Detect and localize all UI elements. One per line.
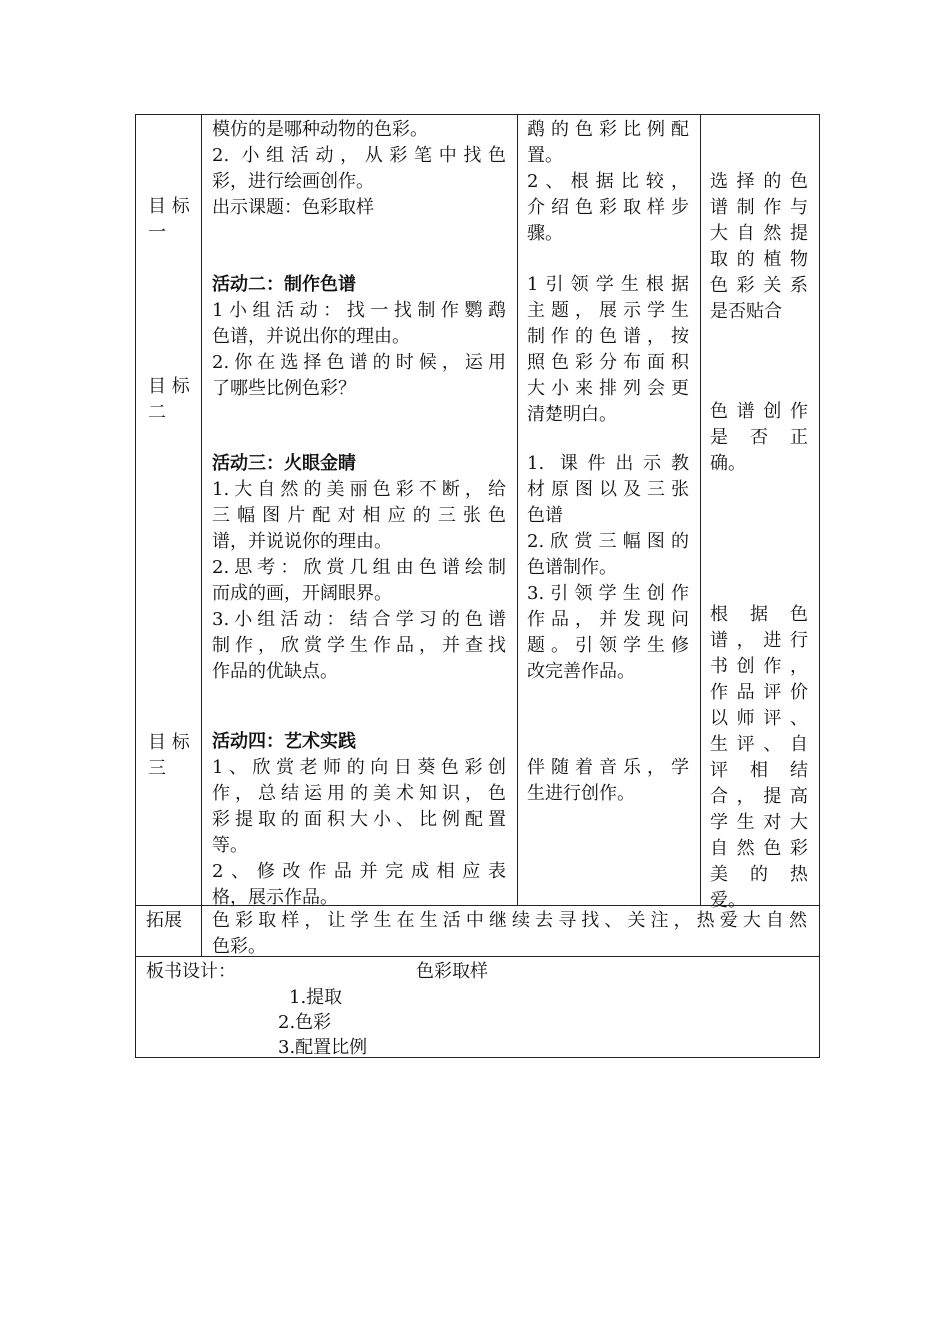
- evaluation-line: 自然色彩: [710, 838, 808, 859]
- evaluation-line: 色谱创作: [710, 401, 808, 422]
- evaluation-block-a: [710, 169, 808, 325]
- extend-label-cell: [136, 906, 202, 957]
- evaluation-line: 色彩关系: [710, 275, 808, 296]
- activity-line: 1、欣赏老师的向日葵色彩创: [212, 757, 506, 778]
- guidance-line: 题。引领学生修: [527, 635, 689, 656]
- activity-3: [212, 451, 506, 685]
- lesson-plan-table: [135, 114, 820, 1058]
- evaluation-line: 学生对大: [710, 812, 808, 833]
- guidance-line: 2、根据比较，: [527, 171, 689, 192]
- guidance-line: 生进行创作。: [527, 783, 635, 804]
- evaluation-line: 以师评、: [710, 708, 808, 729]
- board-item-3: 3.配置比例: [278, 1037, 368, 1058]
- guidance-line: 置。: [527, 145, 563, 166]
- activity-line: 作，总结运用的美术知识，色: [212, 783, 506, 804]
- extend-content: [212, 908, 807, 960]
- activity-2: [212, 272, 506, 402]
- board-design-cell: [136, 957, 820, 1058]
- guidance-cell: [518, 115, 701, 906]
- activity-line: 彩提取的面积大小、比例配置: [212, 809, 506, 830]
- goal-2-line-1: 目 标: [148, 376, 190, 397]
- extend-line: 色彩。: [212, 936, 266, 957]
- evaluation-line: 美 的 热: [710, 864, 808, 885]
- evaluation-block-b: [710, 399, 808, 477]
- goals-cell: [136, 115, 202, 906]
- activity-line: 彩，进行绘画创作。: [212, 171, 374, 192]
- evaluation-line: 选择的色: [710, 171, 808, 192]
- guidance-line: 作品，并发现问: [527, 609, 689, 630]
- guidance-block-b: [527, 272, 689, 428]
- evaluation-line: 根 据 色: [710, 604, 808, 625]
- activity-line: 1.大自然的美丽色彩不断，给: [212, 479, 506, 500]
- activity-line: 格，展示作品。: [212, 887, 338, 908]
- activity-line: 2. 小组活动，从彩笔中找色: [212, 145, 506, 166]
- activity-line: 2.思考：欣赏几组由色谱绘制: [212, 557, 506, 578]
- activity-line: 2.你在选择色谱的时候，运用: [212, 352, 506, 373]
- guidance-line: 主题，展示学生: [527, 300, 689, 321]
- guidance-line: 色谱: [527, 505, 563, 526]
- guidance-line: 材原图以及三张: [527, 479, 689, 500]
- evaluation-line: 评 相 结: [710, 760, 808, 781]
- extend-line: 色彩取样，让学生在生活中继续去寻找、关注，热爱大自然: [212, 910, 807, 931]
- guidance-line: 清楚明白。: [527, 404, 617, 425]
- goal-2: [148, 374, 190, 426]
- evaluation-line: 书创作，: [710, 656, 808, 677]
- guidance-line: 改完善作品。: [527, 661, 635, 682]
- evaluation-line: 合，提高: [710, 786, 808, 807]
- board-item-2: 2.色彩: [278, 1012, 332, 1033]
- activity-line: 模仿的是哪种动物的色彩。: [212, 119, 428, 140]
- board-item-1: 1.提取: [289, 987, 343, 1008]
- guidance-line: 鹉的色彩比例配: [527, 119, 689, 140]
- guidance-line: 2.欣赏三幅图的: [527, 531, 689, 552]
- goal-1-line-2: 一: [148, 222, 166, 243]
- goal-3-line-1: 目 标: [148, 732, 190, 753]
- board-title: 色彩取样: [416, 961, 488, 982]
- activity-4-title: 活动四：艺术实践: [212, 731, 356, 752]
- guidance-line: 1引领学生根据: [527, 274, 689, 295]
- activity-line: 了哪些比例色彩？: [212, 378, 356, 399]
- goal-3: [148, 730, 190, 782]
- activity-line: 2、修改作品并完成相应表: [212, 861, 506, 882]
- guidance-line: 照色彩分布面积: [527, 352, 689, 373]
- activity-line: 三幅图片配对相应的三张色: [212, 505, 506, 526]
- activity-line: 作品的优缺点。: [212, 661, 338, 682]
- evaluation-line: 是 否 正: [710, 427, 808, 448]
- evaluation-line: 作品评价: [710, 682, 808, 703]
- goal-2-line-2: 二: [148, 402, 166, 423]
- guidance-line: 1. 课件出示教: [527, 453, 689, 474]
- evaluation-block-c: [710, 602, 808, 914]
- evaluation-line: 生评、自: [710, 734, 808, 755]
- evaluation-cell: [701, 115, 820, 911]
- evaluation-line: 大自然提: [710, 223, 808, 244]
- guidance-line: 色谱制作。: [527, 557, 617, 578]
- activity-line: 3.小组活动：结合学习的色谱: [212, 609, 506, 630]
- extend-label: 拓展: [146, 910, 182, 931]
- board-label: 板书设计：: [146, 961, 236, 982]
- board-row: [136, 957, 820, 1058]
- evaluation-line: 是否贴合: [710, 301, 782, 322]
- activity-2-title: 活动二：制作色谱: [212, 274, 356, 295]
- activity-line: 出示课题：色彩取样: [212, 197, 374, 218]
- evaluation-line: 谱制作与: [710, 197, 808, 218]
- goal-1: [148, 194, 190, 246]
- goal-1-line-1: 目 标: [148, 196, 190, 217]
- activity-line: 制作，欣赏学生作品，并查找: [212, 635, 506, 656]
- activity-4: [212, 729, 506, 911]
- guidance-block-d: [527, 755, 689, 807]
- evaluation-line: 取的植物: [710, 249, 808, 270]
- guidance-block-a: [527, 117, 689, 247]
- evaluation-line: 确。: [710, 453, 746, 474]
- evaluation-line: 爱。: [710, 890, 746, 911]
- activity-3-title: 活动三：火眼金睛: [212, 453, 356, 474]
- activity-line: 而成的画，开阔眼界。: [212, 583, 392, 604]
- guidance-line: 制作的色谱，按: [527, 326, 689, 347]
- guidance-line: 大小来排列会更: [527, 378, 689, 399]
- extend-row: [136, 906, 820, 957]
- activity-line: 色谱，并说出你的理由。: [212, 326, 410, 347]
- guidance-line: 介绍色彩取样步: [527, 197, 689, 218]
- guidance-line: 骤。: [527, 223, 563, 244]
- activities-cell: [202, 115, 518, 906]
- goal-3-line-2: 三: [148, 758, 166, 779]
- activities-block-a: [212, 117, 506, 221]
- evaluation-line: 谱，进行: [710, 630, 808, 651]
- extend-content-cell: [202, 906, 820, 957]
- activity-line: 谱，并说说你的理由。: [212, 531, 392, 552]
- activity-line: 1小组活动：找一找制作鹦鹉: [212, 300, 506, 321]
- activity-line: 等。: [212, 835, 248, 856]
- guidance-line: 3.引领学生创作: [527, 583, 689, 604]
- guidance-block-c: [527, 451, 689, 685]
- guidance-line: 伴随着音乐，学: [527, 757, 689, 778]
- main-row: [136, 115, 820, 906]
